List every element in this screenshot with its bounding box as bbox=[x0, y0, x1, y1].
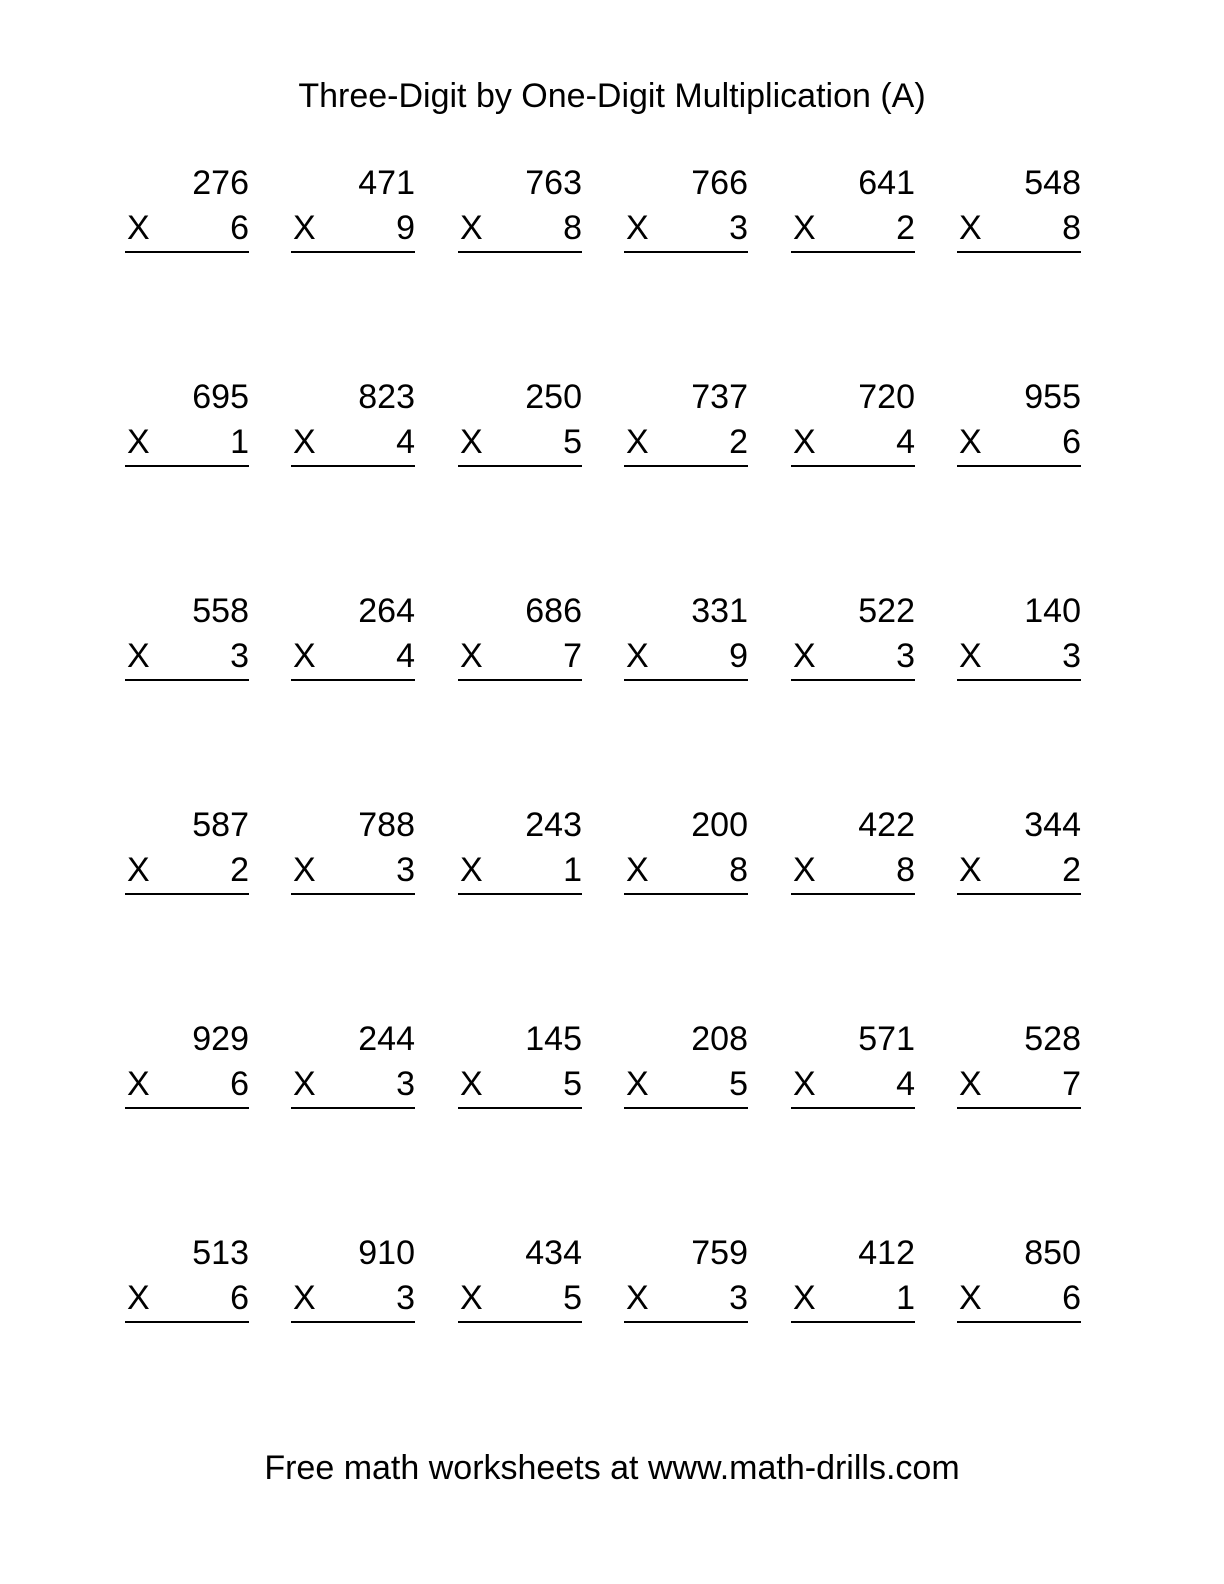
multiplier: 2 bbox=[230, 851, 249, 889]
answer-line bbox=[125, 1321, 249, 1323]
multiplicand: 434 bbox=[525, 1234, 582, 1272]
multiplier: 6 bbox=[230, 1065, 249, 1103]
multiplicand: 331 bbox=[691, 592, 748, 630]
multiplier: 8 bbox=[729, 851, 748, 889]
multiplicand: 788 bbox=[358, 806, 415, 844]
problem-2-3 bbox=[458, 377, 582, 473]
multiplicand: 145 bbox=[525, 1020, 582, 1058]
multiplier: 4 bbox=[896, 423, 915, 461]
multiplier: 6 bbox=[230, 1279, 249, 1317]
multiply-sign: X bbox=[626, 423, 649, 461]
multiply-sign: X bbox=[959, 423, 982, 461]
multiplier: 9 bbox=[729, 637, 748, 675]
answer-line bbox=[791, 1107, 915, 1109]
multiplier: 8 bbox=[896, 851, 915, 889]
answer-line bbox=[791, 679, 915, 681]
multiplier: 2 bbox=[896, 209, 915, 247]
answer-line bbox=[957, 679, 1081, 681]
answer-line bbox=[458, 251, 582, 253]
multiplier: 3 bbox=[729, 1279, 748, 1317]
answer-line bbox=[291, 465, 415, 467]
multiplier: 4 bbox=[396, 637, 415, 675]
multiplicand: 264 bbox=[358, 592, 415, 630]
multiplier: 8 bbox=[563, 209, 582, 247]
problem-4-5 bbox=[791, 805, 915, 901]
multiplicand: 910 bbox=[358, 1234, 415, 1272]
multiply-sign: X bbox=[626, 637, 649, 675]
multiplicand: 471 bbox=[358, 164, 415, 202]
multiplicand: 558 bbox=[192, 592, 249, 630]
multiply-sign: X bbox=[626, 851, 649, 889]
multiplier: 1 bbox=[230, 423, 249, 461]
multiplicand: 686 bbox=[525, 592, 582, 630]
multiply-sign: X bbox=[959, 209, 982, 247]
problem-3-3 bbox=[458, 591, 582, 687]
multiplier: 3 bbox=[729, 209, 748, 247]
problem-6-3 bbox=[458, 1233, 582, 1329]
multiply-sign: X bbox=[127, 423, 150, 461]
answer-line bbox=[458, 465, 582, 467]
answer-line bbox=[957, 1107, 1081, 1109]
answer-line bbox=[125, 465, 249, 467]
answer-line bbox=[791, 1321, 915, 1323]
answer-line bbox=[624, 1107, 748, 1109]
multiplicand: 850 bbox=[1024, 1234, 1081, 1272]
multiplicand: 571 bbox=[858, 1020, 915, 1058]
answer-line bbox=[125, 251, 249, 253]
answer-line bbox=[291, 1321, 415, 1323]
answer-line bbox=[458, 1321, 582, 1323]
problem-4-3 bbox=[458, 805, 582, 901]
problem-4-2 bbox=[291, 805, 415, 901]
multiplicand: 243 bbox=[525, 806, 582, 844]
multiplier: 5 bbox=[729, 1065, 748, 1103]
problem-5-3 bbox=[458, 1019, 582, 1115]
multiplier: 3 bbox=[396, 851, 415, 889]
multiplier: 3 bbox=[1062, 637, 1081, 675]
multiply-sign: X bbox=[460, 851, 483, 889]
multiply-sign: X bbox=[460, 1065, 483, 1103]
answer-line bbox=[957, 251, 1081, 253]
multiplicand: 344 bbox=[1024, 806, 1081, 844]
problem-2-5 bbox=[791, 377, 915, 473]
answer-line bbox=[458, 893, 582, 895]
multiplicand: 244 bbox=[358, 1020, 415, 1058]
multiply-sign: X bbox=[293, 1279, 316, 1317]
multiply-sign: X bbox=[793, 637, 816, 675]
problem-4-4 bbox=[624, 805, 748, 901]
multiply-sign: X bbox=[293, 637, 316, 675]
multiply-sign: X bbox=[460, 1279, 483, 1317]
multiplier: 5 bbox=[563, 1065, 582, 1103]
multiply-sign: X bbox=[293, 1065, 316, 1103]
problem-5-2 bbox=[291, 1019, 415, 1115]
multiplicand: 200 bbox=[691, 806, 748, 844]
answer-line bbox=[957, 465, 1081, 467]
multiply-sign: X bbox=[793, 851, 816, 889]
multiply-sign: X bbox=[959, 851, 982, 889]
multiplicand: 759 bbox=[691, 1234, 748, 1272]
multiplicand: 548 bbox=[1024, 164, 1081, 202]
multiplicand: 766 bbox=[691, 164, 748, 202]
multiply-sign: X bbox=[460, 637, 483, 675]
multiplicand: 737 bbox=[691, 378, 748, 416]
multiply-sign: X bbox=[626, 209, 649, 247]
multiplier: 5 bbox=[563, 423, 582, 461]
multiplier: 5 bbox=[563, 1279, 582, 1317]
answer-line bbox=[458, 1107, 582, 1109]
problem-2-1 bbox=[125, 377, 249, 473]
answer-line bbox=[957, 1321, 1081, 1323]
multiply-sign: X bbox=[959, 1279, 982, 1317]
multiplicand: 528 bbox=[1024, 1020, 1081, 1058]
answer-line bbox=[291, 679, 415, 681]
answer-line bbox=[791, 893, 915, 895]
answer-line bbox=[125, 1107, 249, 1109]
multiplicand: 412 bbox=[858, 1234, 915, 1272]
answer-line bbox=[291, 251, 415, 253]
problem-6-5 bbox=[791, 1233, 915, 1329]
multiply-sign: X bbox=[460, 423, 483, 461]
multiplier: 2 bbox=[1062, 851, 1081, 889]
answer-line bbox=[291, 1107, 415, 1109]
multiply-sign: X bbox=[127, 851, 150, 889]
multiply-sign: X bbox=[793, 1065, 816, 1103]
answer-line bbox=[125, 679, 249, 681]
answer-line bbox=[624, 1321, 748, 1323]
answer-line bbox=[624, 465, 748, 467]
multiplicand: 276 bbox=[192, 164, 249, 202]
problem-1-2 bbox=[291, 163, 415, 259]
multiply-sign: X bbox=[793, 1279, 816, 1317]
multiply-sign: X bbox=[127, 1065, 150, 1103]
multiply-sign: X bbox=[127, 1279, 150, 1317]
multiplicand: 641 bbox=[858, 164, 915, 202]
problem-1-5 bbox=[791, 163, 915, 259]
multiplier: 4 bbox=[896, 1065, 915, 1103]
multiplicand: 522 bbox=[858, 592, 915, 630]
answer-line bbox=[791, 465, 915, 467]
multiplier: 7 bbox=[1062, 1065, 1081, 1103]
answer-line bbox=[458, 679, 582, 681]
multiply-sign: X bbox=[127, 637, 150, 675]
multiplier: 9 bbox=[396, 209, 415, 247]
answer-line bbox=[624, 893, 748, 895]
problem-5-1 bbox=[125, 1019, 249, 1115]
multiplier: 7 bbox=[563, 637, 582, 675]
problem-4-6 bbox=[957, 805, 1081, 901]
page-title: Three-Digit by One-Digit Multiplication (A) bbox=[298, 77, 926, 115]
multiplicand: 955 bbox=[1024, 378, 1081, 416]
answer-line bbox=[791, 251, 915, 253]
problem-6-6 bbox=[957, 1233, 1081, 1329]
multiplier: 1 bbox=[896, 1279, 915, 1317]
multiplier: 3 bbox=[230, 637, 249, 675]
answer-line bbox=[624, 251, 748, 253]
problem-5-5 bbox=[791, 1019, 915, 1115]
multiply-sign: X bbox=[293, 423, 316, 461]
multiplier: 3 bbox=[896, 637, 915, 675]
multiply-sign: X bbox=[959, 637, 982, 675]
multiplier: 6 bbox=[1062, 1279, 1081, 1317]
multiply-sign: X bbox=[293, 851, 316, 889]
problem-6-2 bbox=[291, 1233, 415, 1329]
multiplier: 6 bbox=[230, 209, 249, 247]
multiply-sign: X bbox=[460, 209, 483, 247]
multiplicand: 250 bbox=[525, 378, 582, 416]
problem-1-1 bbox=[125, 163, 249, 259]
multiplier: 3 bbox=[396, 1279, 415, 1317]
multiply-sign: X bbox=[293, 209, 316, 247]
problem-3-5 bbox=[791, 591, 915, 687]
problem-1-3 bbox=[458, 163, 582, 259]
problem-1-6 bbox=[957, 163, 1081, 259]
multiplier: 4 bbox=[396, 423, 415, 461]
multiplicand: 823 bbox=[358, 378, 415, 416]
problem-6-4 bbox=[624, 1233, 748, 1329]
multiply-sign: X bbox=[959, 1065, 982, 1103]
problem-5-6 bbox=[957, 1019, 1081, 1115]
multiplicand: 720 bbox=[858, 378, 915, 416]
problem-3-6 bbox=[957, 591, 1081, 687]
problem-2-2 bbox=[291, 377, 415, 473]
footer-text: Free math worksheets at www.math-drills.com bbox=[264, 1449, 960, 1487]
multiplicand: 587 bbox=[192, 806, 249, 844]
problem-5-4 bbox=[624, 1019, 748, 1115]
problem-3-2 bbox=[291, 591, 415, 687]
multiplier: 3 bbox=[396, 1065, 415, 1103]
multiplier: 8 bbox=[1062, 209, 1081, 247]
multiply-sign: X bbox=[127, 209, 150, 247]
multiplicand: 208 bbox=[691, 1020, 748, 1058]
multiplier: 1 bbox=[563, 851, 582, 889]
problem-2-4 bbox=[624, 377, 748, 473]
problem-3-4 bbox=[624, 591, 748, 687]
multiplicand: 422 bbox=[858, 806, 915, 844]
multiply-sign: X bbox=[626, 1279, 649, 1317]
multiply-sign: X bbox=[793, 423, 816, 461]
multiplicand: 513 bbox=[192, 1234, 249, 1272]
problem-6-1 bbox=[125, 1233, 249, 1329]
problem-2-6 bbox=[957, 377, 1081, 473]
multiplier: 2 bbox=[729, 423, 748, 461]
multiplicand: 140 bbox=[1024, 592, 1081, 630]
answer-line bbox=[291, 893, 415, 895]
problem-3-1 bbox=[125, 591, 249, 687]
problem-1-4 bbox=[624, 163, 748, 259]
multiplicand: 929 bbox=[192, 1020, 249, 1058]
multiply-sign: X bbox=[626, 1065, 649, 1103]
multiplier: 6 bbox=[1062, 423, 1081, 461]
problem-4-1 bbox=[125, 805, 249, 901]
answer-line bbox=[957, 893, 1081, 895]
multiplicand: 763 bbox=[525, 164, 582, 202]
multiplicand: 695 bbox=[192, 378, 249, 416]
answer-line bbox=[624, 679, 748, 681]
answer-line bbox=[125, 893, 249, 895]
multiply-sign: X bbox=[793, 209, 816, 247]
